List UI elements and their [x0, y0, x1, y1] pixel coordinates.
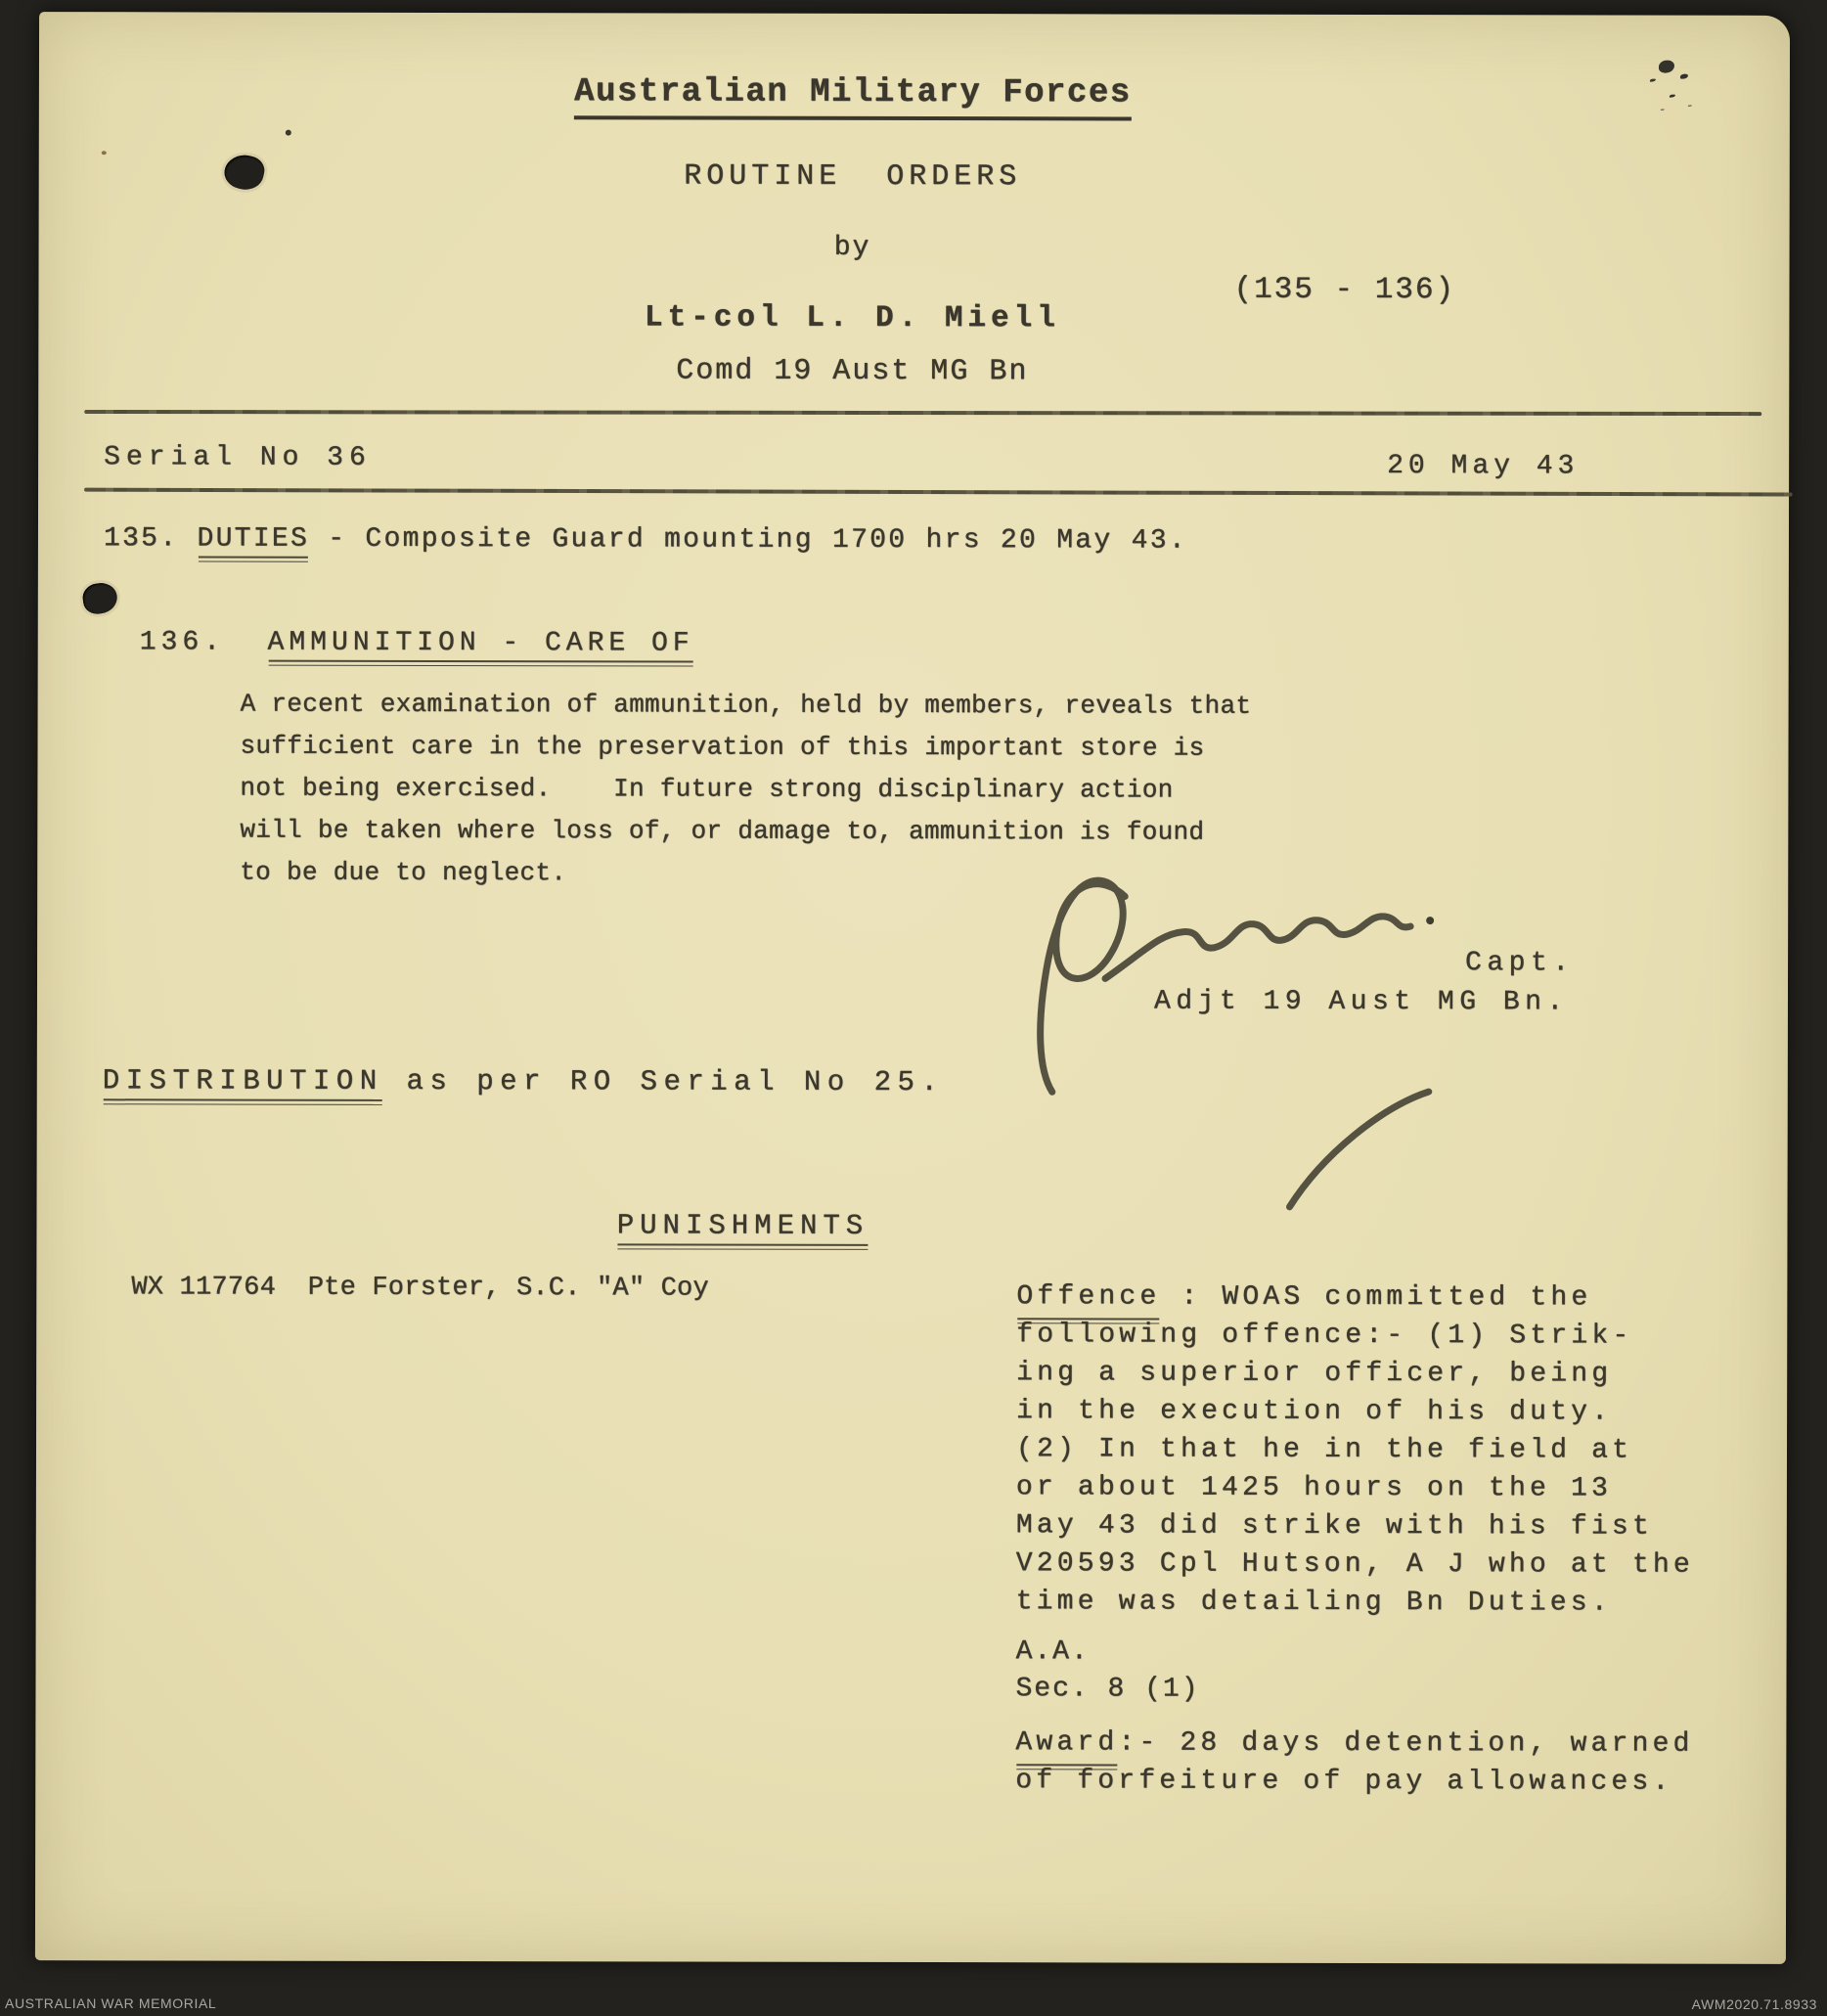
- body-line: sufficient care in the preservation of this important store is: [240, 731, 1205, 763]
- offence-line: V20593 Cpl Hutson, A J who at the: [1015, 1548, 1694, 1581]
- org-title-text: Australian Military Forces: [574, 73, 1132, 120]
- award-line: of forfeiture of pay allowances.: [1015, 1766, 1673, 1798]
- punch-hole: [81, 581, 119, 616]
- paper: [35, 12, 1790, 1964]
- offence-line: in the execution of his duty.: [1016, 1396, 1613, 1428]
- award-line: [1015, 1724, 1719, 1764]
- signer-rank: Capt.: [1465, 948, 1575, 979]
- offence-line: [1016, 1277, 1720, 1318]
- act-reference: [1015, 1634, 1199, 1708]
- offence-line: or about 1425 hours on the 13: [1015, 1472, 1613, 1504]
- doc-type: ROUTINE ORDERS: [684, 159, 1022, 195]
- rule-top: [84, 410, 1761, 416]
- ink-dot: [286, 130, 291, 136]
- serial-number: Serial No 36: [104, 442, 372, 473]
- by-label: by: [833, 232, 871, 263]
- archive-label: AUSTRALIAN WAR MEMORIAL: [5, 1995, 217, 2011]
- signature-ink: [988, 861, 1458, 1106]
- order-range: (135 - 136): [1233, 272, 1456, 308]
- catalog-number: AWM2020.71.8933: [1691, 1996, 1817, 2012]
- soldier-id: WX 117764 Pte Forster, S.C. "A" Coy: [131, 1273, 709, 1304]
- award-paragraph: [1015, 1724, 1719, 1802]
- offence-line: May 43 did strike with his fist: [1015, 1510, 1653, 1543]
- distribution-line: [103, 1064, 945, 1098]
- distribution-text: as per RO Serial No 25.: [382, 1064, 945, 1099]
- act-line: Sec. 8 (1): [1015, 1674, 1200, 1705]
- award-label: Award: [1015, 1724, 1118, 1762]
- rule-bottom: [84, 488, 1793, 497]
- offence-paragraph: [1016, 1277, 1721, 1623]
- body-line: A recent examination of ammunition, held by members, reveals that: [240, 689, 1252, 721]
- body-line: will be taken where loss of, or damage to, ammunition is found: [240, 815, 1205, 847]
- offence-line: time was detailing Bn Duties.: [1015, 1587, 1612, 1619]
- order-135: [104, 523, 1187, 556]
- order-135-title: DUTIES: [197, 523, 310, 555]
- punishments-heading-text: PUNISHMENTS: [616, 1209, 869, 1242]
- ink-splatter: [1659, 61, 1674, 73]
- offence-label: Offence: [1016, 1277, 1160, 1316]
- commander-role: Comd 19 Aust MG Bn: [676, 354, 1029, 389]
- org-title: [39, 72, 1667, 112]
- act-line: A.A.: [1015, 1636, 1090, 1668]
- offence-line: ing a superior officer, being: [1016, 1358, 1613, 1390]
- order-135-number: 135.: [103, 523, 179, 555]
- punishments-heading: [0, 1208, 1557, 1243]
- order-136-heading: [140, 627, 694, 658]
- offence-line-rest: : WOAS committed the: [1160, 1281, 1592, 1314]
- paper-speck: [102, 151, 107, 155]
- body-line: not being exercised. In future strong disciplinary action: [240, 773, 1174, 805]
- award-line-rest: :- 28 days detention, warned: [1118, 1727, 1694, 1760]
- commander-name: Lt-col L. D. Miell: [644, 300, 1060, 336]
- offence-line: following offence:- (1) Strik-: [1016, 1320, 1633, 1352]
- signature-flourish: [1276, 1082, 1443, 1219]
- order-136-number: 136.: [139, 627, 225, 658]
- order-date: 20 May 43: [1387, 451, 1580, 482]
- distribution-label: DISTRIBUTION: [102, 1064, 383, 1098]
- offence-line: (2) In that he in the field at: [1015, 1434, 1633, 1466]
- order-135-text: - Composite Guard mounting 1700 hrs 20 May 43.: [309, 523, 1187, 557]
- body-line: to be due to neglect.: [240, 857, 567, 888]
- signer-role: Adjt 19 Aust MG Bn.: [1153, 986, 1569, 1018]
- order-136-title: AMMUNITION - CARE OF: [267, 627, 694, 659]
